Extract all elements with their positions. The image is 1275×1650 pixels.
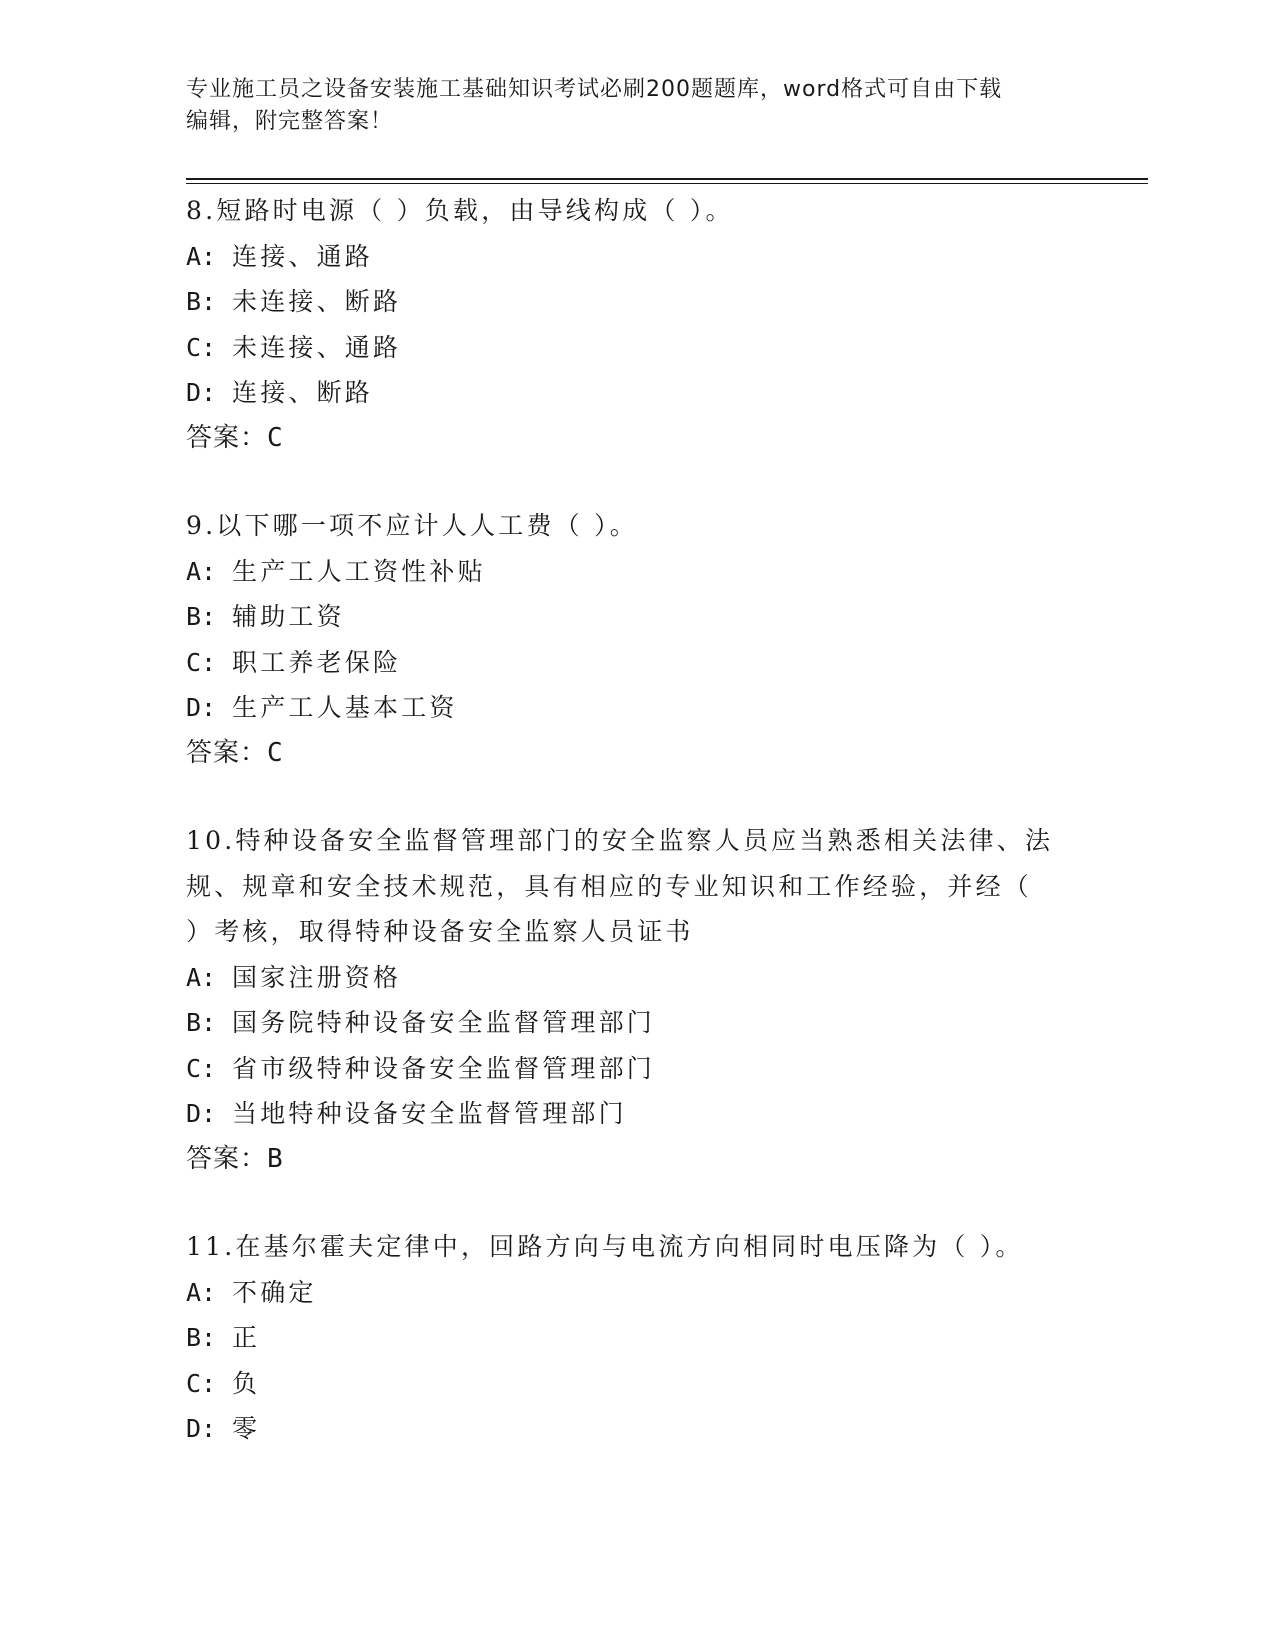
option-text: 连接、通路 xyxy=(232,241,374,271)
option-letter: D: xyxy=(186,693,217,722)
question-stem-line-2: 规、规章和安全技术规范，具有相应的专业知识和工作经验，并经（ xyxy=(186,871,1033,901)
option-text: 当地特种设备安全监督管理部门 xyxy=(232,1099,627,1128)
option-text: 零 xyxy=(232,1414,261,1443)
option-b xyxy=(186,1000,1086,1046)
option-letter: A: xyxy=(186,1277,217,1307)
header-title-line-1: 专业施工员之设备安装施工基础知识考试必刷200题题库，word格式可自由下载 xyxy=(186,77,1003,102)
option-c xyxy=(186,1046,1086,1092)
option-b xyxy=(186,279,1086,325)
answer-label: 答案： xyxy=(186,422,268,453)
option-text: 正 xyxy=(232,1323,261,1352)
option-text: 未连接、断路 xyxy=(232,287,402,316)
option-letter: D: xyxy=(186,1414,217,1443)
answer-label: 答案： xyxy=(186,1143,268,1174)
question-stem-line-3: ）考核，取得特种设备安全监察人员证书 xyxy=(186,917,694,946)
question-stem: 8.短路时电源（ ）负载，由导线构成（ ）。 xyxy=(186,196,734,225)
option-a xyxy=(186,234,1086,280)
question-stem-line-1: 10.特种设备安全监督管理部门的安全监察人员应当熟悉相关法律、法 xyxy=(186,826,1054,855)
answer-line xyxy=(186,416,1086,462)
option-d xyxy=(186,685,1086,731)
option-text: 连接、断路 xyxy=(232,378,374,407)
option-text: 生产工人工资性补贴 xyxy=(232,556,486,586)
option-text: 国家注册资格 xyxy=(232,962,402,992)
option-d xyxy=(186,370,1086,416)
answer-value: B xyxy=(267,1143,284,1174)
option-letter: A: xyxy=(186,556,217,586)
option-letter: C: xyxy=(186,332,217,362)
option-letter: D: xyxy=(186,1099,217,1128)
document-header xyxy=(186,74,1066,138)
option-letter: C: xyxy=(186,1053,217,1083)
question-11 xyxy=(186,1224,1086,1452)
option-letter: B: xyxy=(186,1008,217,1037)
option-c xyxy=(186,1361,1086,1407)
question-list xyxy=(186,188,1086,1494)
question-10 xyxy=(186,818,1086,1182)
option-a xyxy=(186,549,1086,595)
option-a xyxy=(186,955,1086,1001)
question-stem: 9.以下哪一项不应计人人工费（ ）。 xyxy=(186,511,638,540)
header-divider-thin xyxy=(186,183,1148,184)
option-text: 辅助工资 xyxy=(232,602,345,631)
option-text: 未连接、通路 xyxy=(232,332,402,362)
question-8 xyxy=(186,188,1086,461)
option-d xyxy=(186,1406,1086,1452)
option-b xyxy=(186,1315,1086,1361)
option-a xyxy=(186,1270,1086,1316)
question-stem: 11.在基尔霍夫定律中，回路方向与电流方向相同时电压降为（ ）。 xyxy=(186,1232,1024,1261)
answer-line xyxy=(186,731,1086,777)
option-d xyxy=(186,1091,1086,1137)
answer-line xyxy=(186,1137,1086,1183)
option-c xyxy=(186,325,1086,371)
option-text: 职工养老保险 xyxy=(232,647,402,677)
header-title-line-2: 编辑，附完整答案！ xyxy=(186,109,394,134)
option-letter: A: xyxy=(186,241,217,271)
option-letter: B: xyxy=(186,287,217,316)
answer-label: 答案： xyxy=(186,737,268,768)
answer-value: C xyxy=(267,737,284,768)
option-text: 负 xyxy=(232,1368,261,1398)
option-letter: C: xyxy=(186,647,217,677)
option-text: 省市级特种设备安全监督管理部门 xyxy=(232,1053,656,1083)
option-letter: D: xyxy=(186,378,217,407)
option-letter: B: xyxy=(186,1323,217,1352)
option-c xyxy=(186,640,1086,686)
header-divider-thick xyxy=(186,178,1148,180)
option-b xyxy=(186,594,1086,640)
option-text: 国务院特种设备安全监督管理部门 xyxy=(232,1008,656,1037)
option-letter: B: xyxy=(186,602,217,631)
answer-value: C xyxy=(267,422,284,453)
option-text: 生产工人基本工资 xyxy=(232,693,458,722)
option-text: 不确定 xyxy=(232,1277,317,1307)
option-letter: C: xyxy=(186,1368,217,1398)
question-9 xyxy=(186,503,1086,776)
option-letter: A: xyxy=(186,962,217,992)
